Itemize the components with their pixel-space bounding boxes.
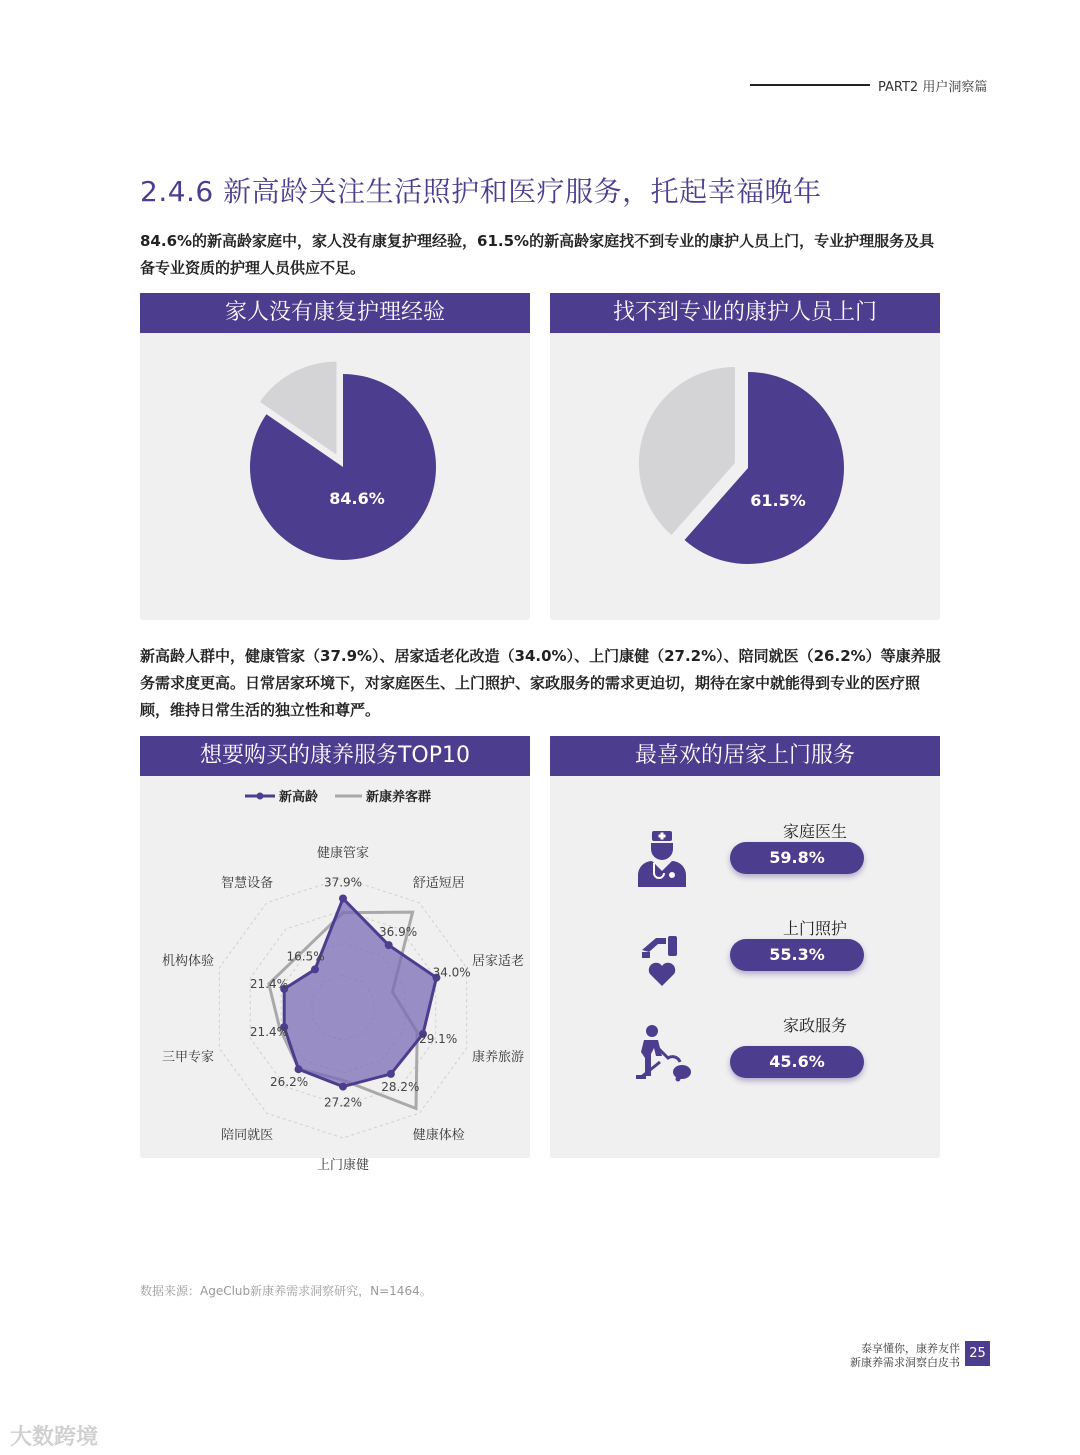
radar-value-label: 34.0%	[432, 965, 471, 980]
radar-category-label: 陪同就医	[221, 1128, 274, 1144]
legend	[245, 789, 431, 805]
radar-category-label: 机构体验	[161, 953, 214, 969]
service-item-home-care	[550, 913, 940, 1003]
footer-report-name: 新康养需求洞察白皮书	[850, 1356, 960, 1369]
cleaning-vacuum-icon	[632, 1022, 692, 1082]
source-note: 数据来源：AgeClub新康养需求洞察研究，N=1464。	[140, 1284, 432, 1298]
intro-paragraph: 84.6%的新高龄家庭中，家人没有康复护理经验，61.5%的新高龄家庭找不到专业的康护人员上门，专业护理服务及具备专业资质的护理人员供应不足。	[140, 232, 935, 277]
radar-point	[339, 1083, 347, 1091]
card-title: 想要购买的康养服务TOP10	[140, 736, 530, 776]
section-label: PART2 用户洞察篇	[878, 80, 988, 95]
service-name: 上门照护	[782, 919, 847, 938]
radar-point	[311, 965, 319, 973]
radar-card	[140, 736, 530, 1173]
legend-label-new-elderly: 新高龄	[279, 790, 319, 805]
page-title: 2.4.6 新高龄关注生活照护和医疗服务，托起幸福晚年	[140, 175, 822, 208]
radar-value-label: 36.9%	[379, 925, 418, 940]
radar-value-label: 21.4%	[249, 976, 289, 991]
radar-chart	[140, 776, 530, 1173]
radar-category-label: 舒适短居	[412, 875, 465, 891]
service-item-housekeeping	[550, 1010, 940, 1100]
pie-card-no-experience	[140, 293, 530, 620]
radar-point	[387, 1070, 395, 1078]
service-value-pill: 45.6%	[730, 1046, 864, 1078]
radar-category-label: 健康管家	[316, 846, 370, 861]
card-title: 家人没有康复护理经验	[140, 293, 530, 333]
legend-label-new-wellness: 新康养客群	[366, 790, 432, 805]
radar-category-label: 三甲专家	[161, 1050, 214, 1066]
radar-point	[385, 941, 393, 949]
page-number: 25	[965, 1341, 990, 1366]
pie-value-label: 61.5%	[750, 491, 806, 510]
radar-value-label: 29.1%	[419, 1031, 458, 1046]
radar-value-label: 16.5%	[286, 949, 325, 964]
radar-category-label: 上门康健	[316, 1158, 370, 1173]
pie-value-label: 84.6%	[329, 489, 385, 508]
radar-point	[295, 1065, 303, 1073]
radar-point	[339, 895, 347, 903]
doctor-icon	[632, 829, 692, 889]
radar-category-label: 智慧设备	[221, 875, 274, 891]
card-title: 找不到专业的康护人员上门	[550, 293, 940, 333]
radar-category-label: 康养旅游	[472, 1050, 525, 1066]
radar-value-label: 28.2%	[381, 1079, 420, 1094]
services-paragraph: 新高龄人群中，健康管家（37.9%）、居家适老化改造（34.0%）、上门康健（27.2%）、陪同就医（26.2%）等康养服务需求度更高。日常居家环境下，对家庭医生、上门照护、家政服务的需求更迫切，期待在家中就能得到专业的医疗照顾，维持日常生活的独立性和尊严。	[140, 647, 941, 719]
pie-chart-no-caregiver	[550, 333, 940, 620]
pie-card-no-caregiver	[550, 293, 940, 620]
card-title: 最喜欢的居家上门服务	[550, 736, 940, 776]
radar-value-label: 37.9%	[323, 875, 363, 890]
radar-category-label: 居家适老	[472, 953, 525, 969]
care-hand-heart-icon	[632, 928, 692, 988]
radar-value-label: 21.4%	[249, 1025, 289, 1040]
home-services-card	[550, 736, 940, 1158]
legend-marker-new-elderly	[257, 793, 264, 800]
service-name: 家政服务	[782, 1016, 847, 1035]
service-name: 家庭医生	[782, 822, 847, 841]
pie-chart-no-experience	[140, 333, 530, 620]
radar-value-label: 27.2%	[323, 1095, 363, 1110]
watermark: 大数跨境	[10, 1425, 99, 1450]
radar-category-label: 健康体检	[412, 1128, 465, 1144]
radar-value-label: 26.2%	[270, 1075, 309, 1090]
footer-slogan: 泰享懂你，康养友伴	[861, 1342, 960, 1355]
service-value-pill: 55.3%	[730, 939, 864, 971]
header-rule	[750, 84, 870, 86]
service-item-family-doctor	[550, 816, 940, 906]
service-value-pill: 59.8%	[730, 842, 864, 874]
